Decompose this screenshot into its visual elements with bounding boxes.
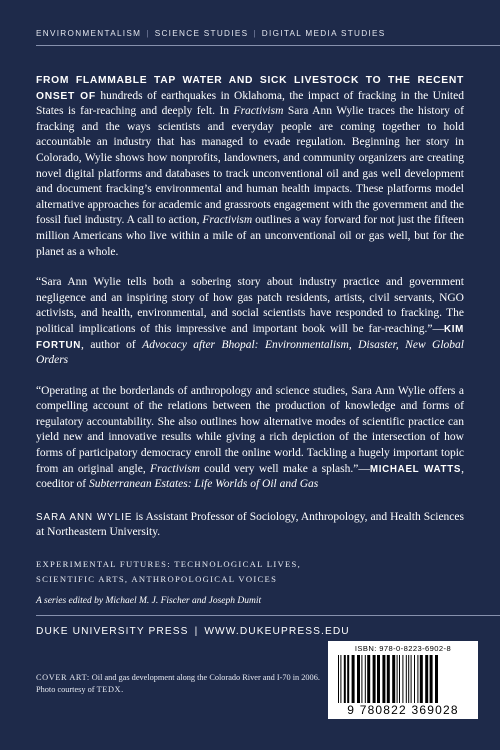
isbn-label: ISBN: 978-0-8223-6902-8 bbox=[354, 644, 452, 653]
top-rule bbox=[36, 45, 500, 46]
blurb-fortun: “Sara Ann Wylie tells both a sobering story about industry practice and government negligence and an inspiring story of how gas patch residents, artists, civil servants, NGO activists, and health, environmental, and social scientists have responded to fracking. The political implications of this impressive and important book will be far-reaching.”—KIM FORTUN, author of Advocacy after Bhopal: Environmentalism, Disaster, New Global Orders bbox=[36, 276, 464, 367]
category-separator: | bbox=[146, 29, 150, 38]
blurb-author-work: Advocacy after Bhopal: Environmentalism, Disaster, New Global Orders bbox=[36, 338, 464, 367]
description-lead: FROM FLAMMABLE TAP WATER AND SICK LIVESTOCK TO THE RECENT ONSET OF bbox=[36, 75, 464, 102]
barcode-digits: 9 780822 369028 bbox=[347, 703, 459, 717]
blurb-watts: “Operating at the borderlands of anthropology and science studies, Sara Ann Wylie offers a compelling account of the relations between the production of knowledge and forms of regulatory accountability. She also outlines how alternative modes of scientific practice can yield new and innovative results while giving a rich depiction of the intersection of how forms of participatory democracy enroll the online world. Tackling a hugely important topic from an original angle, Fractivism could very well make a splash.”—MICHAEL WATTS, coeditor of Subterranean Estates: Life Worlds of Oil and Gas bbox=[36, 384, 464, 491]
publisher-line bbox=[36, 626, 350, 637]
category-header bbox=[36, 29, 386, 38]
barcode-bars bbox=[336, 655, 470, 703]
category-environmentalism: ENVIRONMENTALISM bbox=[36, 29, 142, 38]
barcode bbox=[328, 641, 478, 719]
author-bio: SARA ANN WYLIE is Assistant Professor of Sociology, Anthropology, and Health Sciences at Northeastern University. bbox=[36, 510, 464, 539]
category-digital-media-studies: DIGITAL MEDIA STUDIES bbox=[261, 29, 386, 38]
publisher-name: DUKE UNIVERSITY PRESS bbox=[36, 626, 189, 637]
series-editors: A series edited by Michael M. J. Fischer and Joseph Dumit bbox=[36, 596, 262, 607]
author-name: SARA ANN WYLIE bbox=[36, 511, 133, 523]
book-title: Fractivism bbox=[202, 214, 253, 227]
blurb-author: KIM FORTUN bbox=[36, 323, 464, 351]
cover-art-label: COVER ART: bbox=[36, 673, 90, 682]
publisher-url[interactable]: WWW.DUKEUPRESS.EDU bbox=[204, 626, 350, 637]
cover-art-credit: COVER ART: Oil and gas development along the Colorado River and I-70 in 2006. Photo courtesy of TEDX. bbox=[36, 673, 320, 694]
back-cover-text bbox=[36, 73, 464, 610]
series-title-line-1: EXPERIMENTAL FUTURES: TECHNOLOGICAL LIVES, bbox=[36, 559, 302, 570]
bottom-rule bbox=[36, 615, 500, 616]
book-title: Fractivism bbox=[233, 105, 284, 118]
blurb-author: MICHAEL WATTS bbox=[369, 463, 462, 475]
description-paragraph: FROM FLAMMABLE TAP WATER AND SICK LIVESTOCK TO THE RECENT ONSET OF hundreds of earthquakes in Oklahoma, the impact of fracking in the United States is far-reaching and deeply felt. In Fractivism Sara Ann Wylie traces the history of fracking and the ways scientists and everyday people are coming together to hold accountable an industry that has managed to evade regulation. Beginning her story in Colorado, Wylie shows how nonprofits, landowners, and community organizers are creating novel digital platforms and databases to track unconventional oil and gas well development and document fracking’s environmental and human health impacts. These platforms model alternative approaches for academic and grassroots engagement with the government and the fossil fuel industry. A call to action, Fractivism outlines a way forward for not just the fifteen million Americans who live within a mile of an unconventional oil or gas well, but for the planet as a whole. bbox=[36, 75, 464, 258]
blurb-author-work: Subterranean Estates: Life Worlds of Oil and Gas bbox=[89, 478, 319, 491]
category-separator: | bbox=[253, 29, 257, 38]
book-title: Fractivism bbox=[150, 462, 200, 475]
series-title-line-2: SCIENTIFIC ARTS, ANTHROPOLOGICAL VOICES bbox=[36, 574, 278, 585]
series-info bbox=[36, 557, 464, 610]
photo-credit: TEDX bbox=[96, 685, 122, 694]
publisher-separator: | bbox=[194, 626, 199, 637]
category-science-studies: SCIENCE STUDIES bbox=[154, 29, 249, 38]
